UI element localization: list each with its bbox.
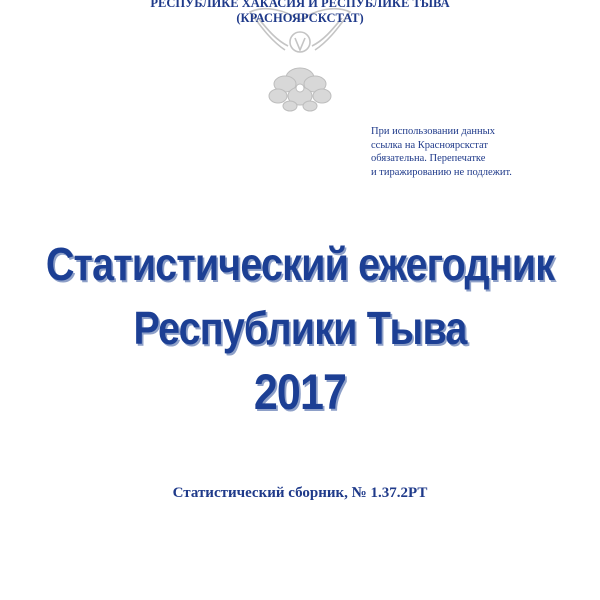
notice-line: обязательна. Перепечатке: [371, 153, 486, 164]
title-line2: Республики Тыва: [133, 302, 467, 354]
document-title: [0, 232, 600, 424]
title-year: 2017: [253, 364, 347, 420]
agency-header-line2: (КРАСНОЯРСКСТАТ): [236, 11, 364, 25]
agency-header: [0, 0, 600, 26]
notice-line: ссылка на Красноярскстат: [371, 139, 488, 151]
agency-header-line1: РЕСПУБЛИКЕ ХАКАСИЯ И РЕСПУБЛИКЕ ТЫВА: [150, 0, 450, 10]
title-line1: Статистический ежегодник: [45, 238, 555, 290]
copyright-notice: [371, 125, 571, 179]
notice-line: При использовании данных: [371, 126, 495, 137]
notice-line: и тиражированию не подлежит.: [371, 166, 512, 178]
collection-subtitle: Статистический сборник, № 1.37.2РТ: [172, 485, 428, 501]
